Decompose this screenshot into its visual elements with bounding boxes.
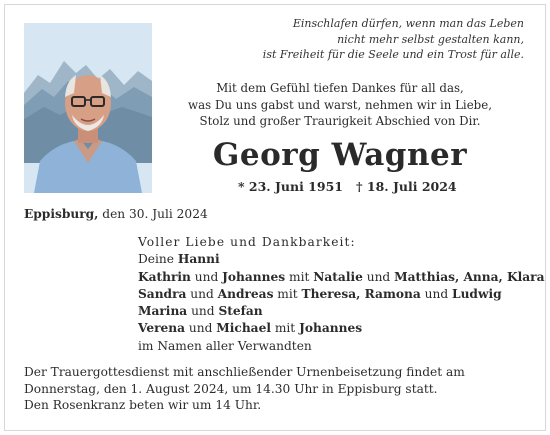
mourner-name: Marina (138, 304, 188, 319)
mourner-name: Natalie (313, 269, 363, 284)
birth-date: * 23. Juni 1951 (238, 179, 343, 194)
mourner-line (138, 286, 528, 303)
portrait-photo (24, 23, 152, 193)
mourner-name: Michael (216, 321, 271, 336)
mourner-line (138, 320, 528, 337)
place-and-date (24, 207, 208, 221)
connector-text: Deine (138, 252, 178, 267)
mourner-name: Theresa, Ramona (301, 286, 421, 301)
mourner-name: Johannes (222, 269, 286, 284)
mourner-line (138, 303, 528, 320)
mourner-name: Ludwig (452, 286, 502, 301)
memorial-quote (194, 16, 524, 63)
connector-text: mit (285, 269, 314, 284)
connector-text: und (187, 304, 219, 319)
service-line: Donnerstag, den 1. August 2024, um 14.30 Uhr in Eppisburg statt. (24, 381, 438, 396)
connector-text: und (186, 286, 218, 301)
deceased-name: Georg Wagner (212, 137, 468, 173)
mourner-name: Stefan (218, 304, 263, 319)
connector-text: und (362, 269, 395, 284)
mourner-name: Verena (138, 321, 186, 336)
connector-text: mit (273, 286, 302, 301)
mourners-intro: Voller Liebe und Dankbarkeit: (138, 235, 356, 249)
quote-line: ist Freiheit für die Seele und ein Trost für alle. (262, 48, 524, 62)
mourner-name: Johannes (299, 321, 363, 336)
mourner-name: Matthias, Anna, Klara (394, 269, 545, 284)
quote-line: nicht mehr selbst gestalten kann, (337, 32, 524, 46)
mourners-list (138, 234, 545, 355)
death-date: † 18. Juli 2024 (356, 179, 457, 194)
portrait-illustration (24, 23, 152, 193)
mourner-name: Hanni (177, 252, 220, 267)
mourner-name: Andreas (217, 286, 274, 301)
gratitude-line: was Du uns gabst und warst, nehmen wir in Liebe, (188, 97, 492, 112)
gratitude-line: Mit dem Gefühl tiefen Dankes für all das, (216, 81, 464, 95)
mourner-name: Sandra (138, 286, 187, 301)
quote-line: Einschlafen dürfen, wenn man das Leben (292, 17, 524, 30)
connector-text: und (420, 286, 452, 301)
connector-text: und (185, 321, 217, 336)
mourner-name: Kathrin (138, 269, 191, 284)
gratitude-line: Stolz und großer Traurigkeit Abschied von Dir. (199, 114, 481, 129)
service-line: Den Rosenkranz beten wir um 14 Uhr. (24, 398, 262, 412)
service-line: Der Trauergottesdienst mit anschließender Urnenbeisetzung findet am (24, 365, 465, 379)
mourner-line (138, 269, 545, 286)
connector-text: und (190, 269, 223, 284)
mourner-line (138, 251, 528, 268)
connector-text: mit (270, 321, 300, 336)
service-info (24, 364, 524, 414)
place-name: Eppisburg, (24, 207, 99, 221)
notice-date: den 30. Juli 2024 (102, 207, 208, 221)
gratitude-text (170, 80, 510, 130)
mourners-closing: im Namen aller Verwandten (138, 338, 312, 353)
